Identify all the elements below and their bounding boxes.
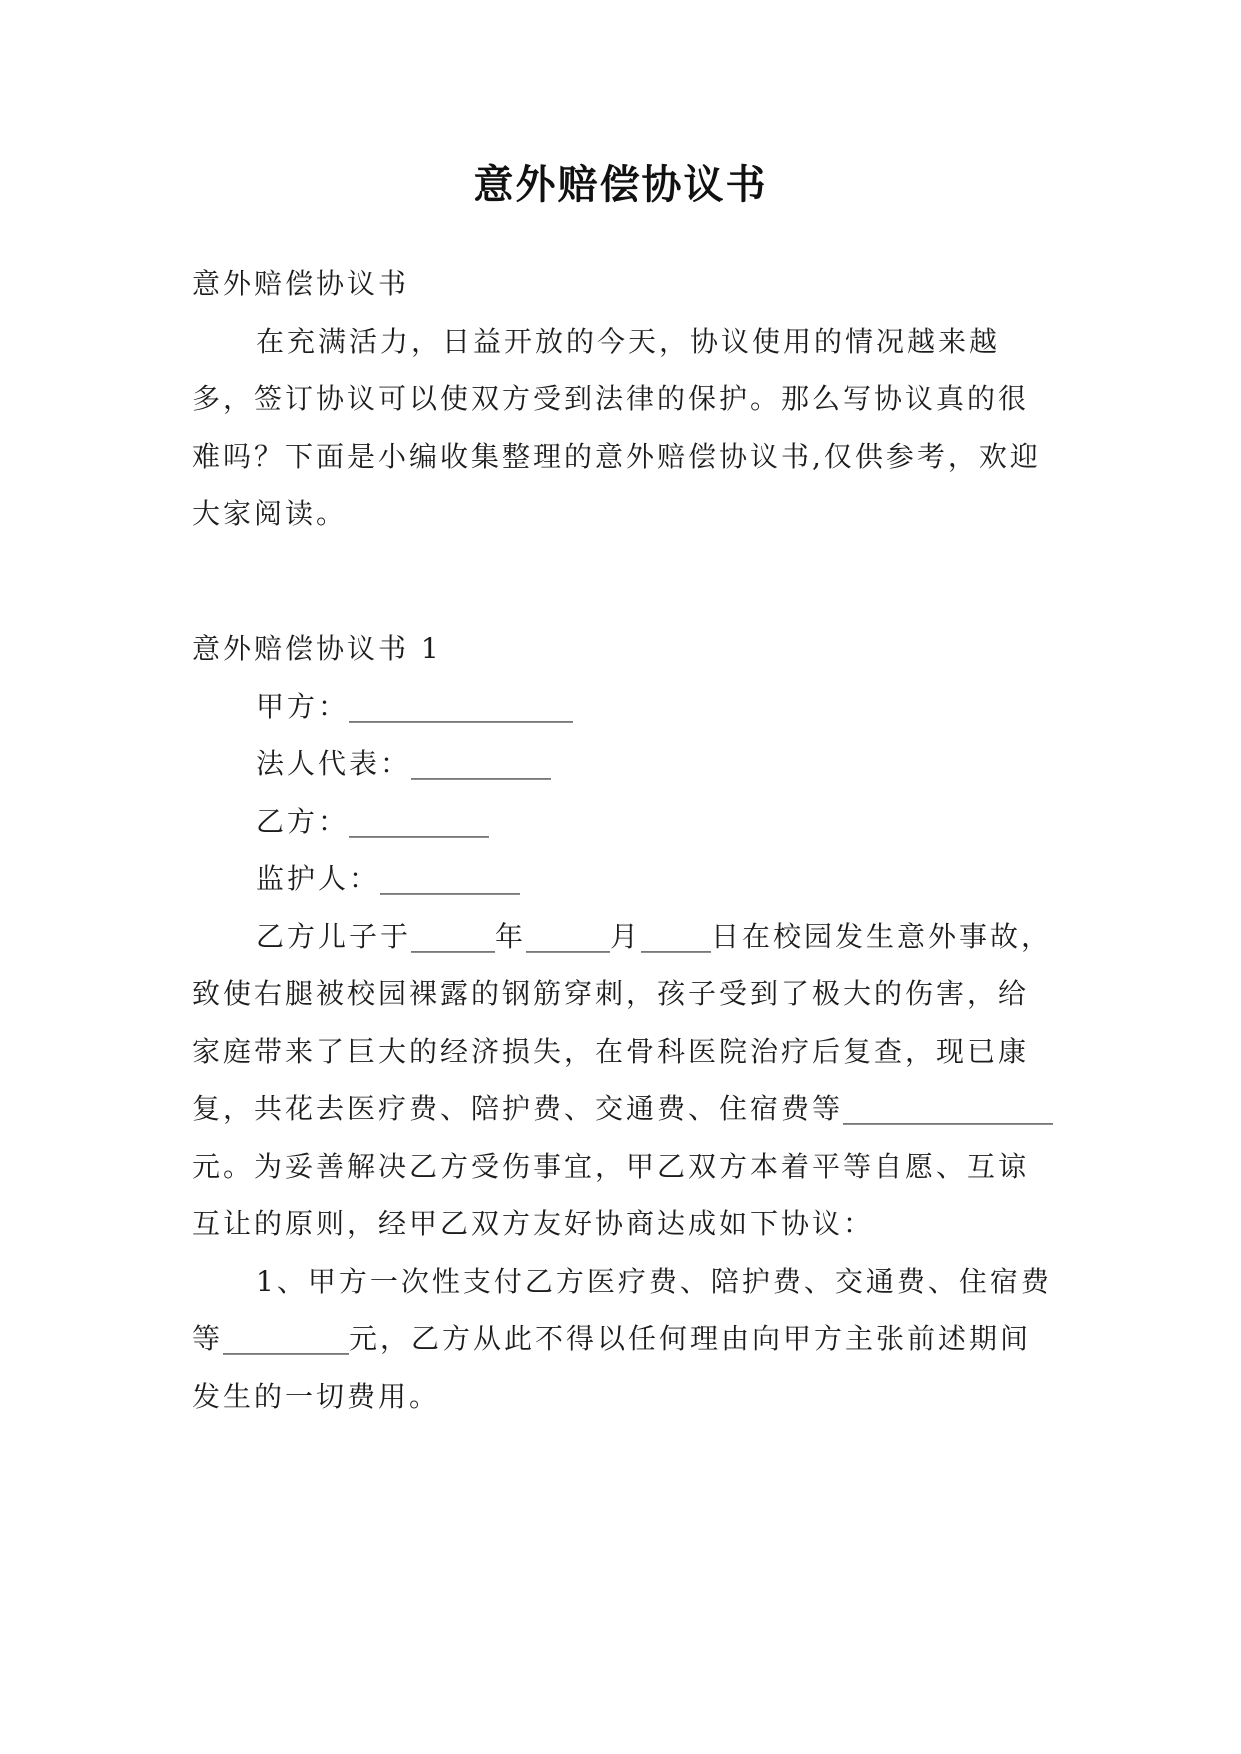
legal-rep-label: 法人代表： [256, 747, 412, 780]
clause-1-amount-blank: _________ [223, 1322, 350, 1355]
accident-text-1: 乙方儿子于 [256, 919, 412, 953]
guardian-label: 监护人： [256, 862, 381, 895]
party-b-label: 乙方： [256, 804, 350, 838]
accident-paragraph [192, 908, 1057, 1253]
clause-1-text-1: 1、甲方一次性支付乙方医疗费、陪护费、交通费、住宿费等 [192, 1264, 1052, 1355]
party-a-line [192, 678, 1057, 736]
accident-text-2: 年 [495, 919, 527, 953]
party-a-label: 甲方： [256, 689, 350, 723]
party-b-blank: __________ [349, 804, 490, 838]
intro-heading: 意外赔偿协议书 [192, 267, 410, 300]
guardian-line [192, 850, 1057, 908]
section-heading: 意外赔偿协议书 1 [192, 632, 442, 665]
legal-rep-line [192, 735, 1057, 793]
agreement-section [192, 620, 1057, 1425]
accident-month-blank: ______ [526, 919, 611, 953]
legal-rep-blank: __________ [411, 747, 552, 780]
document-body [192, 255, 1057, 543]
accident-text-3: 月 [610, 919, 642, 953]
intro-paragraph: 在充满活力，日益开放的今天，协议使用的情况越来越多，签订协议可以使双方受到法律的保护。那么写协议真的很难吗？下面是小编收集整理的意外赔偿协议书,仅供参考，欢迎大家阅读。 [192, 324, 1041, 530]
accident-year-blank: ______ [411, 919, 496, 953]
clause-1-text-2: 元，乙方从此不得以任何理由向甲方主张前述期间发生的一切费用。 [192, 1322, 1032, 1413]
accident-text-5: 元。为妥善解决乙方受伤事宜，甲乙双方本着平等自愿、互谅互让的原则，经甲乙双方友好协商达成如下协议： [192, 1149, 1030, 1240]
guardian-blank: __________ [380, 862, 521, 895]
accident-amount-blank: _______________ [843, 1092, 1054, 1125]
document-title: 意外赔偿协议书 [473, 162, 768, 208]
accident-day-blank: _____ [641, 919, 712, 953]
party-b-line [192, 793, 1057, 851]
accident-text-4: 日在校园发生意外事故，致使右腿被校园裸露的钢筋穿刺，孩子受到了极大的伤害，给家庭带来了巨大的经济损失，在骨科医院治疗后复查，现已康复，共花去医疗费、陪护费、交通费、住宿费等 [192, 919, 1053, 1125]
party-a-blank: ________________ [349, 689, 574, 723]
clause-1 [192, 1253, 1057, 1426]
